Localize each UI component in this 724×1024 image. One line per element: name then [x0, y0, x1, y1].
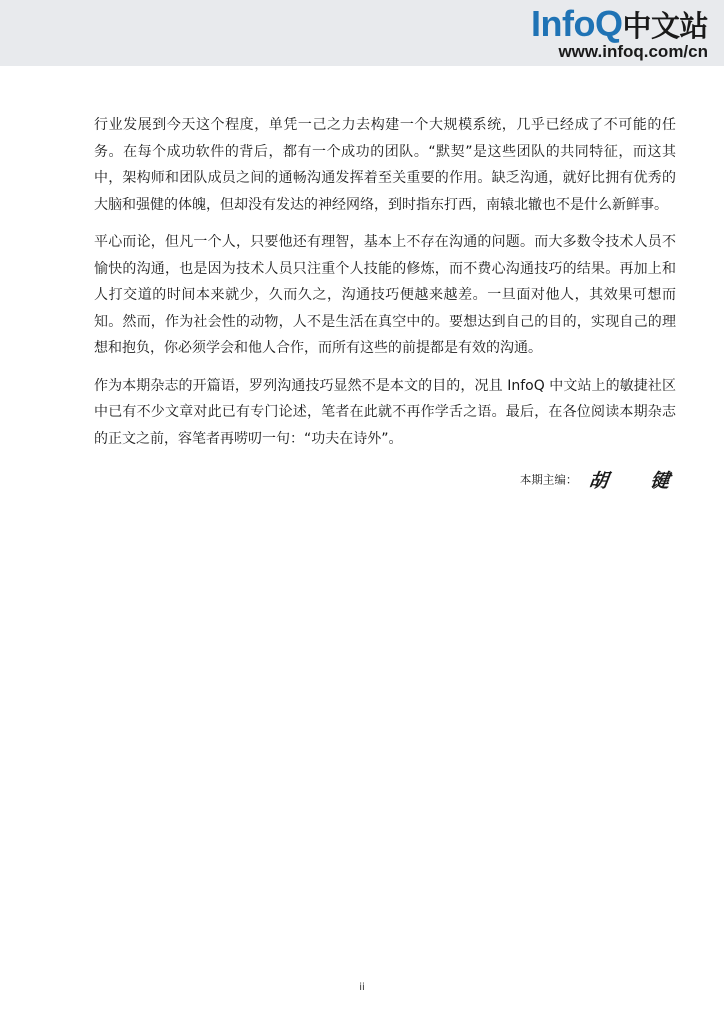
paragraph-2: 平心而论，但凡一个人，只要他还有理智，基本上不存在沟通的问题。而大多数令技术人员不愉快的沟通，也是因为技术人员只注重个人技能的修炼，而不费心沟通技巧的结果。再加上和人打交道的时间本来就少，久而久之，沟通技巧便越来越差。一旦面对他人，其效果可想而知。然而，作为社会性的动物，人不是生活在真空中的。要想达到自己的目的，实现自己的理想和抱负，你必须学会和他人合作，而所有这些的前提都是有效的沟通。	[94, 234, 676, 356]
logo-brand: InfoQ	[531, 3, 623, 44]
paragraph-3: 作为本期杂志的开篇语，罗列沟通技巧显然不是本文的目的，况且 InfoQ 中文站上的敏捷社区中已有不少文章对此已有专门论述，笔者在此就不再作学舌之语。最后，在各位阅读本期杂志的正文之前，容笔者再唠叨一句：“功夫在诗外”。	[94, 377, 676, 447]
signature-name: 胡 键	[587, 470, 690, 492]
signature-label: 本期主编：	[519, 472, 578, 487]
logo-url: www.infoq.com/cn	[558, 42, 708, 61]
logo-chinese: 中文站	[622, 9, 708, 43]
editor-signature	[94, 466, 690, 493]
page-number: ii	[359, 982, 365, 993]
logo-wordmark	[531, 4, 708, 46]
paragraph-1: 行业发展到今天这个程度，单凭一己之力去构建一个大规模系统，几乎已经成了不可能的任务。在每个成功软件的背后，都有一个成功的团队。“默契”是这些团队的共同特征，而这其中，架构师和团队成员之间的通畅沟通发挥着至关重要的作用。缺乏沟通，就好比拥有优秀的大脑和强健的体魄，但却没有发达的神经网络，到时指东打西，南辕北辙也不是什么新鲜事。	[94, 117, 676, 213]
infoq-logo	[518, 4, 708, 62]
editorial-body	[94, 112, 676, 463]
header-band	[0, 0, 724, 66]
